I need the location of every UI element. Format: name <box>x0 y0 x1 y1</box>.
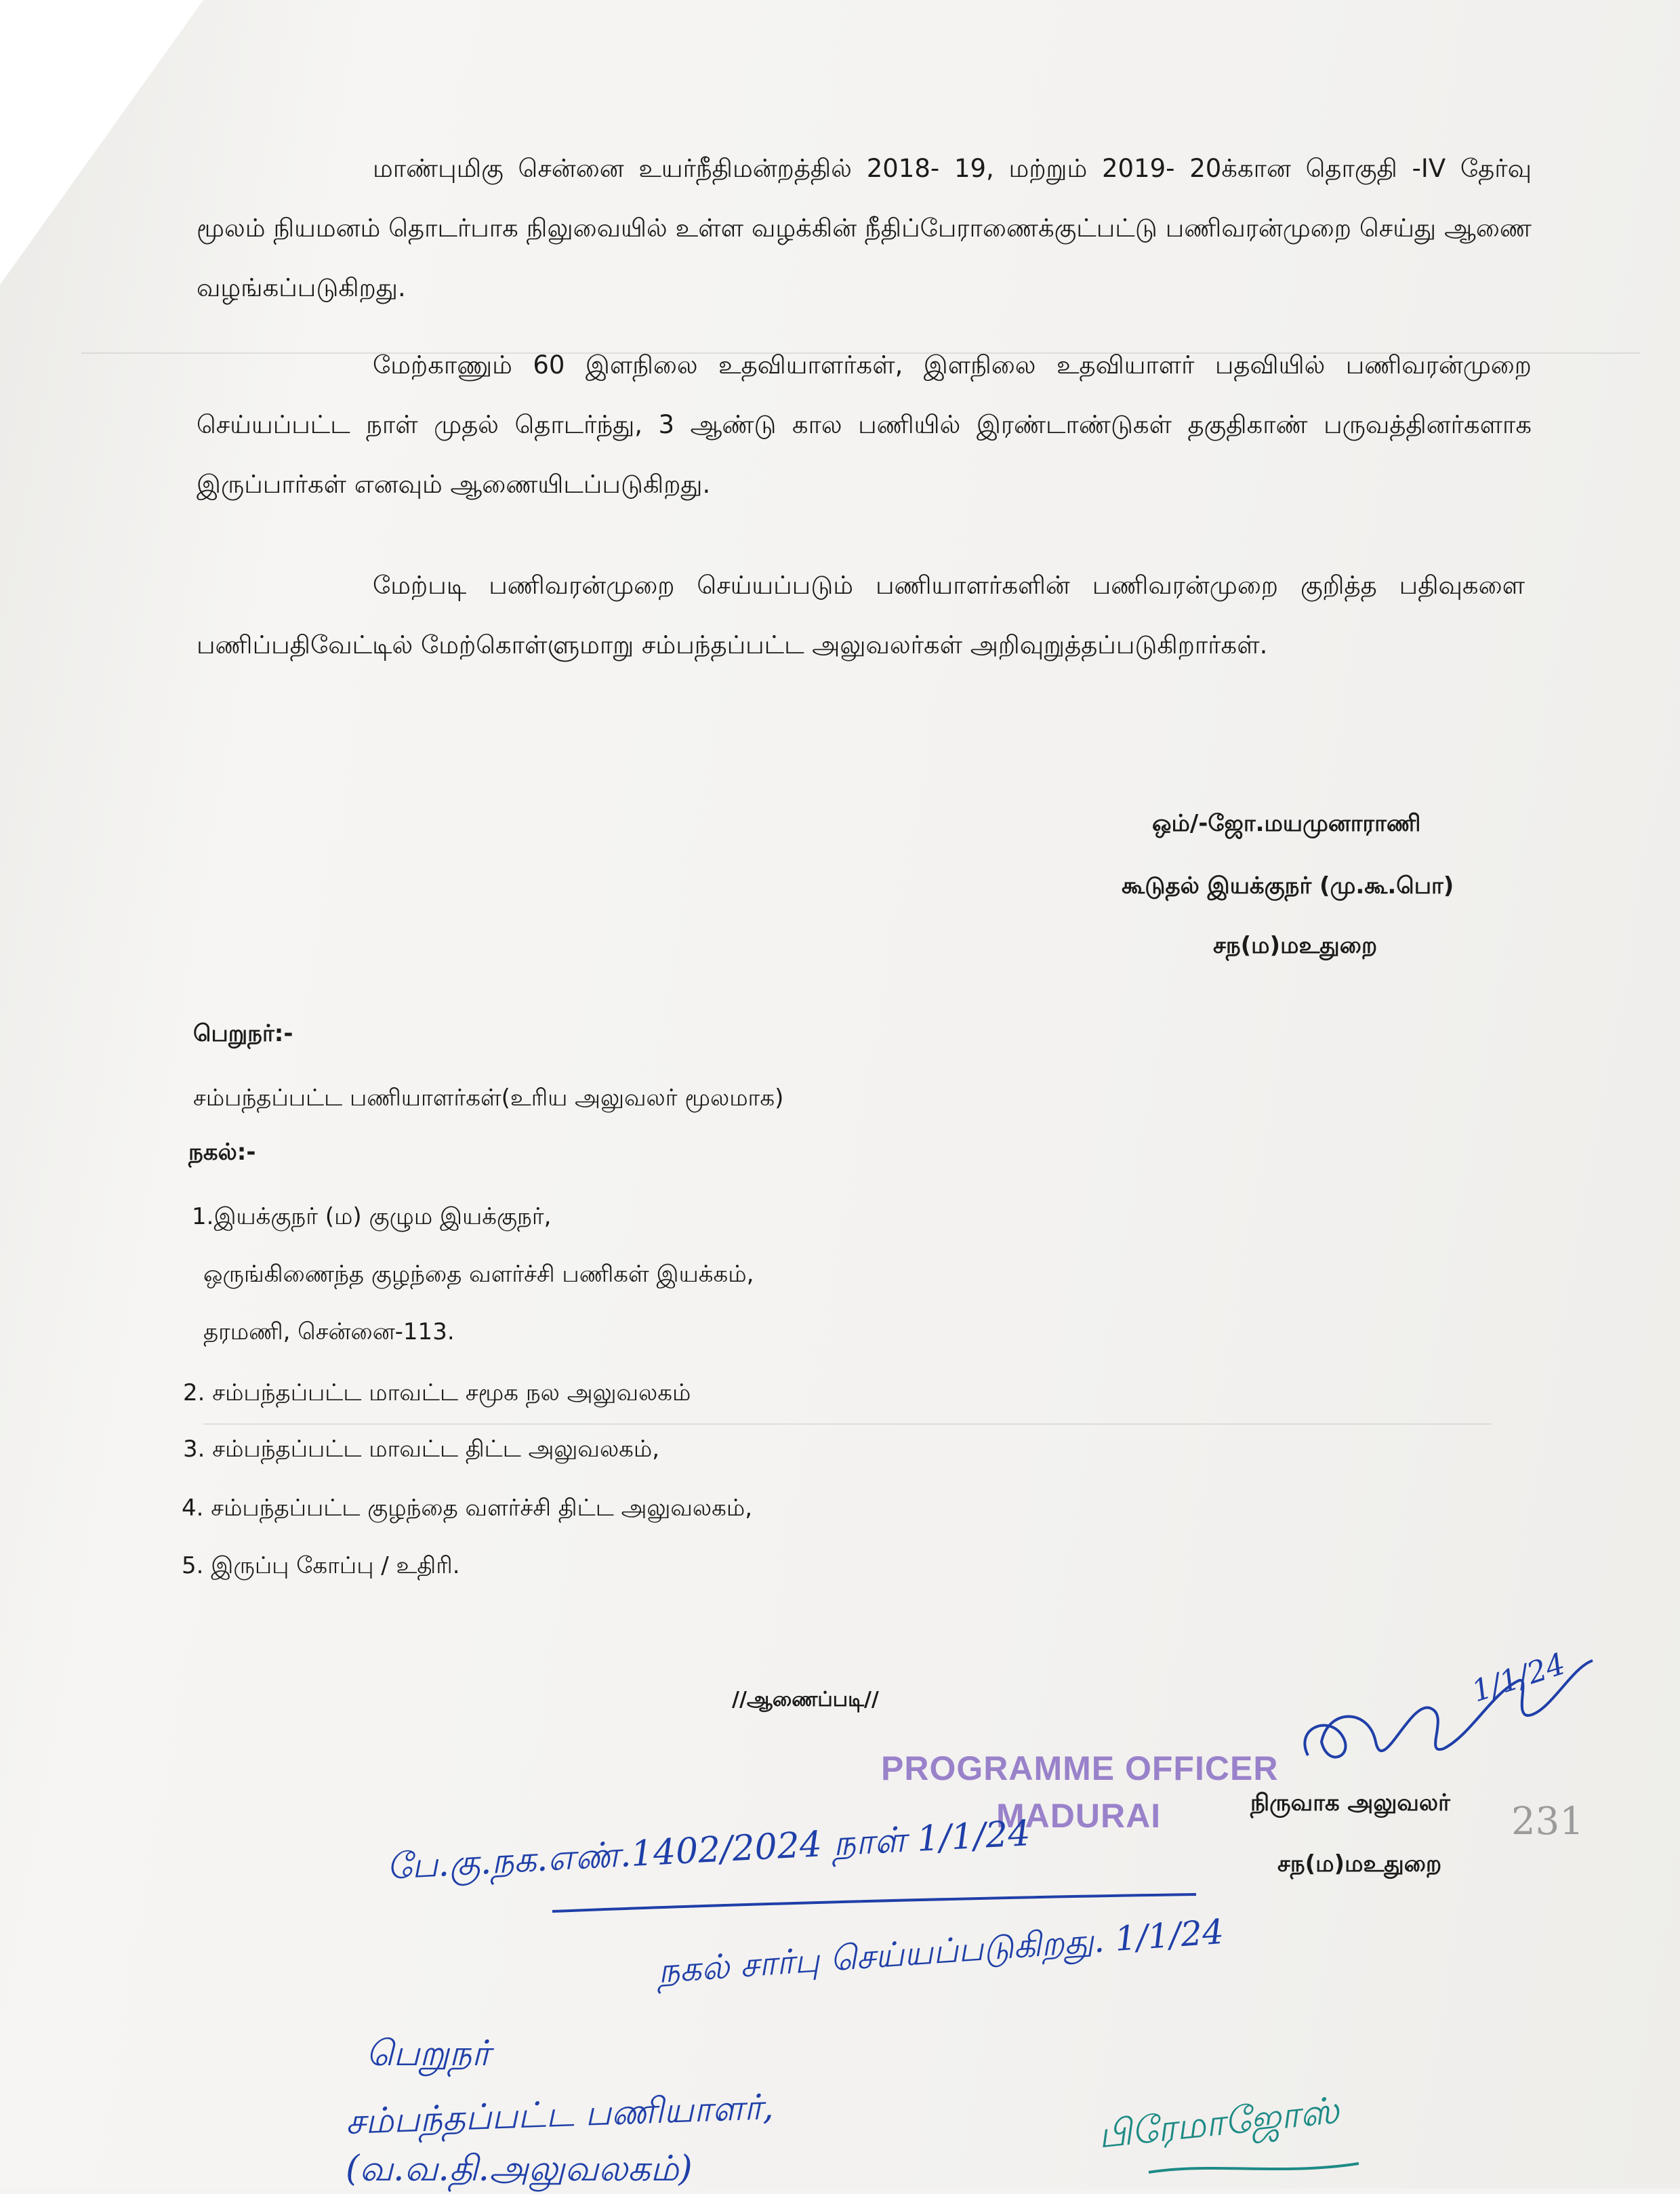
handwritten-signature-date: 1/1/24 <box>1467 1646 1570 1709</box>
handwritten-forward-recipient: சம்பந்தப்பட்ட பணியாளர், <box>345 2086 775 2143</box>
paragraph-1: மாண்புமிகு சென்னை உயர்நீதிமன்றத்தில் 2018- 19, மற்றும் 2019- 20க்கான தொகுதி -IV தேர்வு மூலம் நியமனம் தொடர்பாக நிலுவையில் உள்ள வழக்கின் நீதிப்பேராணைக்குட்பட்டு பணிவரன்முறை செய்து ஆணை வழங்கப்படுகிறது. <box>197 154 1532 302</box>
officer-department: சந(ம)மஉதுறை <box>1277 1850 1442 1877</box>
signatory-designation: கூடுதல் இயக்குநர் (மு.கூ.பொ) <box>1122 872 1454 899</box>
handwritten-forward-heading: பெறுநர் <box>366 2033 491 2074</box>
stamp-line-2: MADURAI <box>996 1797 1162 1835</box>
order-note: //ஆணைப்படி// <box>732 1688 879 1711</box>
signatory-department: சந(ம)மஉதுறை <box>1213 932 1378 959</box>
copy-to-item: தரமணி, சென்னை-113. <box>203 1318 455 1345</box>
paragraph-2: மேற்காணும் 60 இளநிலை உதவியாளர்கள், இளநிலை உதவியாளர் பதவியில் பணிவரன்முறை செய்யப்பட்ட நாள் முதல் தொடர்ந்து, 3 ஆண்டு கால பணியில் இரண்டாண்டுகள் தகுதிகாண் பருவத்தினர்களாக இருப்பார்கள் எனவும் ஆணையிடப்படுகிறது. <box>197 350 1532 499</box>
handwritten-page-number: 231 <box>1511 1800 1584 1844</box>
handwritten-underline <box>549 1891 1200 1918</box>
recipients-line: சம்பந்தப்பட்ட பணியாளர்கள்(உரிய அலுவலர் மூலமாக) <box>193 1084 784 1112</box>
fold-crease <box>203 1423 1491 1425</box>
copy-to-item: ஒருங்கிணைந்த குழந்தை வளர்ச்சி பணிகள் இயக்கம், <box>203 1261 754 1288</box>
copy-to-heading: நகல்:- <box>188 1139 256 1166</box>
folded-corner <box>0 0 203 285</box>
copy-to-item: 3. சம்பந்தப்பட்ட மாவட்ட திட்ட அலுவலகம், <box>183 1436 660 1463</box>
stamp-line-1: PROGRAMME OFFICER <box>881 1749 1279 1787</box>
officer-designation: நிருவாக அலுவலர் <box>1250 1789 1450 1816</box>
handwritten-green-signature: பிரேமாஜோஸ் <box>1096 2088 1341 2157</box>
copy-to-item: 1.இயக்குநர் (ம) குழும இயக்குநர், <box>192 1203 552 1230</box>
paragraph-3: மேற்படி பணிவரன்முறை செய்யப்படும் பணியாளர்களின் பணிவரன்முறை குறித்த பதிவுகளை பணிப்பதிவேட்டில் மேற்கொள்ளுமாறு சம்பந்தப்பட்ட அலுவலர்கள் அறிவுறுத்தப்படுகிறார்கள். <box>197 571 1525 659</box>
recipients-heading: பெறுநர்:- <box>193 1020 293 1047</box>
handwritten-reference: பே.கு.நக.எண்.1402/2024 நாள் 1/1/24 <box>385 1813 1031 1888</box>
handwritten-copy-note: நகல் சார்பு செய்யப்படுகிறது. 1/1/24 <box>656 1911 1225 1991</box>
signatory-name: ஒம்/-ஜோ.மயமுனாராணி <box>1152 810 1421 837</box>
copy-to-item: 4. சம்பந்தப்பட்ட குழந்தை வளர்ச்சி திட்ட அலுவலகம், <box>182 1495 753 1522</box>
copy-to-item: 2. சம்பந்தப்பட்ட மாவட்ட சமூக நல அலுவலகம் <box>183 1379 691 1406</box>
copy-to-item: 5. இருப்பு கோப்பு / உதிரி. <box>182 1552 460 1579</box>
green-signature-underline <box>1145 2155 1362 2182</box>
handwritten-forward-office: (வ.வ.தி.அலுவலகம்) <box>346 2149 693 2189</box>
